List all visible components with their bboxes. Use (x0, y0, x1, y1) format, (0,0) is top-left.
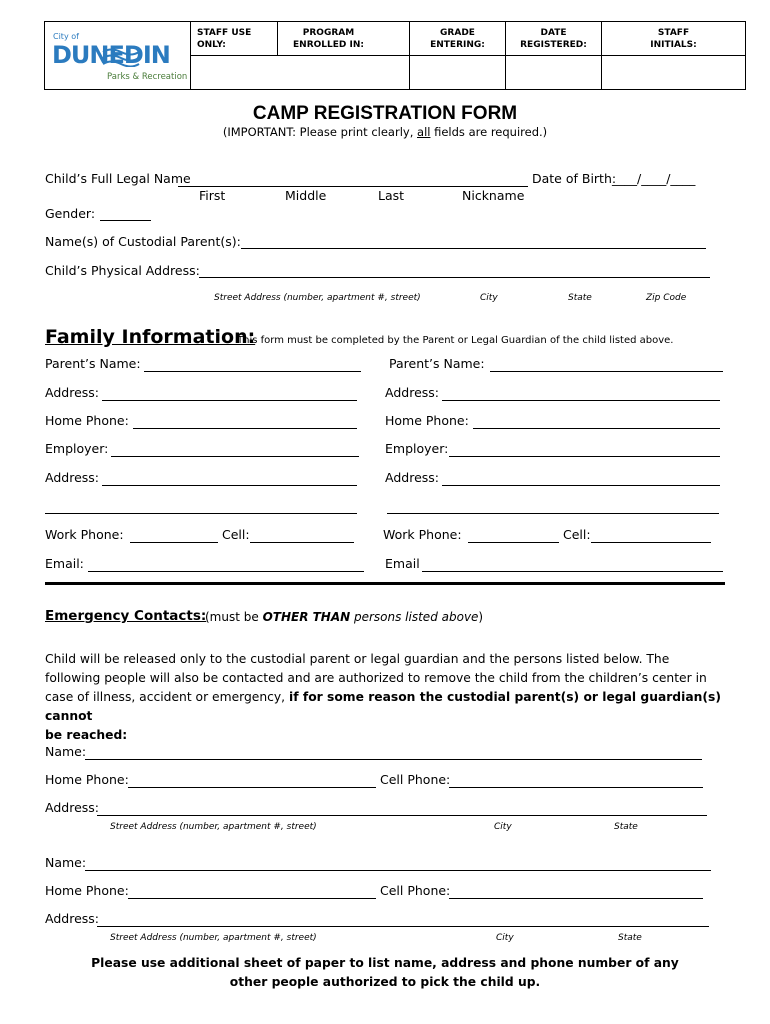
contact1-street-caption: Street Address (number, apartment #, street) (110, 822, 317, 832)
dob-field[interactable]: ____/____/____ (612, 171, 696, 186)
parent1-address2-label: Address: (45, 470, 99, 485)
contact2-address-field[interactable] (97, 926, 709, 927)
parent2-employer-field[interactable] (449, 456, 720, 457)
child-name-field[interactable] (178, 186, 528, 187)
parent2-work-phone-label: Work Phone: (383, 527, 462, 542)
wave-icon (101, 47, 141, 67)
parent1-name-label: Parent’s Name: (45, 356, 141, 371)
staff-initials-header: STAFF INITIALS: (650, 27, 697, 50)
child-name-label: Child’s Full Legal Name (45, 171, 191, 186)
contact2-name-label: Name: (45, 855, 87, 870)
logo-city-of: City of (53, 31, 79, 41)
date-registered-header: DATE REGISTERED: (520, 27, 587, 50)
contact2-address-label: Address: (45, 911, 99, 926)
parent2-work-phone-field[interactable] (468, 542, 559, 543)
parent1-cell-label: Cell: (222, 527, 250, 542)
parent1-cell-field[interactable] (250, 542, 354, 543)
contact1-home-phone-label: Home Phone: (45, 772, 129, 787)
parent1-work-phone-label: Work Phone: (45, 527, 124, 542)
logo-name: DUNEDIN (52, 40, 170, 69)
parent2-address2-field[interactable] (442, 485, 720, 486)
dob-label: Date of Birth: (532, 171, 617, 186)
parent2-name-label: Parent’s Name: (389, 356, 485, 371)
gender-label: Gender: (45, 206, 96, 221)
parent1-email-field[interactable] (88, 571, 364, 572)
family-info-heading: Family Information: (45, 326, 256, 348)
staff-use-table (44, 21, 746, 90)
contact2-name-field[interactable] (85, 870, 711, 871)
contact2-home-phone-field[interactable] (128, 898, 376, 899)
parent2-address-field[interactable] (442, 400, 720, 401)
staff-initials-field[interactable] (602, 56, 746, 90)
program-field[interactable] (191, 56, 410, 90)
contact1-home-phone-field[interactable] (128, 787, 376, 788)
city-logo (45, 23, 191, 89)
contact1-address-label: Address: (45, 800, 99, 815)
contact1-city-caption: City (494, 822, 512, 832)
parent1-employer-label: Employer: (45, 441, 109, 456)
logo-cell (45, 22, 191, 90)
parent1-employer-field[interactable] (111, 456, 359, 457)
middle-caption: Middle (285, 188, 327, 203)
release-paragraph: Child will be released only to the custodial parent or legal guardian and the persons listed below. The following people will also be contacted and are authorized to remove the child from the children’s center in case of illness, accident or emergency, if for some reason the custodial parent(s) or legal guardian(s) cannot be reached: (45, 652, 721, 742)
parent2-home-phone-field[interactable] (473, 428, 720, 429)
parent2-email-label: Email (385, 556, 420, 571)
staff-use-header: STAFF USE ONLY: (197, 27, 252, 50)
grade-field[interactable] (410, 56, 506, 90)
parent2-address2-label: Address: (385, 470, 439, 485)
contact1-address-field[interactable] (97, 815, 707, 816)
form-title: CAMP REGISTRATION FORM (252, 103, 518, 124)
parent1-name-field[interactable] (144, 371, 361, 372)
parent2-cell-label: Cell: (563, 527, 591, 542)
contact2-state-caption: State (618, 933, 642, 943)
street-caption: Street Address (number, apartment #, street) (214, 293, 421, 303)
parent1-address2-line2[interactable] (45, 513, 357, 514)
state-caption: State (568, 293, 592, 303)
city-caption: City (480, 293, 498, 303)
zip-caption: Zip Code (646, 293, 687, 303)
last-caption: Last (378, 188, 405, 203)
contact2-city-caption: City (496, 933, 514, 943)
parent1-address-field[interactable] (102, 400, 357, 401)
grade-header: GRADE ENTERING: (430, 27, 485, 50)
program-header: PROGRAM ENROLLED IN: (293, 27, 364, 50)
contact2-home-phone-label: Home Phone: (45, 883, 129, 898)
contact1-name-label: Name: (45, 744, 87, 759)
family-info-note: This form must be completed by the Parent or Legal Guardian of the child listed above. (237, 335, 674, 346)
footer-line-2: other people authorized to pick the child up. (229, 975, 541, 989)
parent2-cell-field[interactable] (591, 542, 711, 543)
parent2-address-label: Address: (385, 385, 439, 400)
parent2-employer-label: Employer: (385, 441, 449, 456)
emergency-note: (must be OTHER THAN persons listed above) (205, 610, 484, 624)
nickname-caption: Nickname (462, 188, 525, 203)
parent2-name-field[interactable] (490, 371, 723, 372)
logo-tagline: Parks & Recreation (107, 71, 188, 82)
emergency-heading: Emergency Contacts: (45, 608, 207, 624)
parent2-address2-line2[interactable] (387, 513, 719, 514)
parent1-home-phone-label: Home Phone: (45, 413, 129, 428)
parent1-work-phone-field[interactable] (130, 542, 218, 543)
contact1-cell-phone-field[interactable] (449, 787, 703, 788)
custodial-parents-field[interactable] (241, 248, 706, 249)
parent1-address2-field[interactable] (102, 485, 357, 486)
contact1-cell-phone-label: Cell Phone: (380, 772, 451, 787)
child-address-field[interactable] (199, 277, 710, 278)
contact1-name-field[interactable] (85, 759, 702, 760)
parent1-address-label: Address: (45, 385, 99, 400)
contact2-cell-phone-field[interactable] (449, 898, 703, 899)
contact1-state-caption: State (614, 822, 638, 832)
date-registered-field[interactable] (506, 56, 602, 90)
parent1-home-phone-field[interactable] (133, 428, 357, 429)
footer-line-1: Please use additional sheet of paper to list name, address and phone number of any (91, 956, 679, 970)
footer-note (0, 954, 770, 992)
custodial-parents-label: Name(s) of Custodial Parent(s): (45, 234, 241, 249)
contact2-cell-phone-label: Cell Phone: (380, 883, 451, 898)
contact2-street-caption: Street Address (number, apartment #, street) (110, 933, 317, 943)
first-caption: First (199, 188, 226, 203)
parent1-email-label: Email: (45, 556, 84, 571)
form-subtitle: (IMPORTANT: Please print clearly, all fields are required.) (222, 125, 548, 139)
child-address-label: Child’s Physical Address: (45, 263, 200, 278)
parent2-email-field[interactable] (422, 571, 723, 572)
gender-field[interactable] (100, 220, 151, 221)
section-divider (45, 582, 725, 585)
parent2-home-phone-label: Home Phone: (385, 413, 469, 428)
